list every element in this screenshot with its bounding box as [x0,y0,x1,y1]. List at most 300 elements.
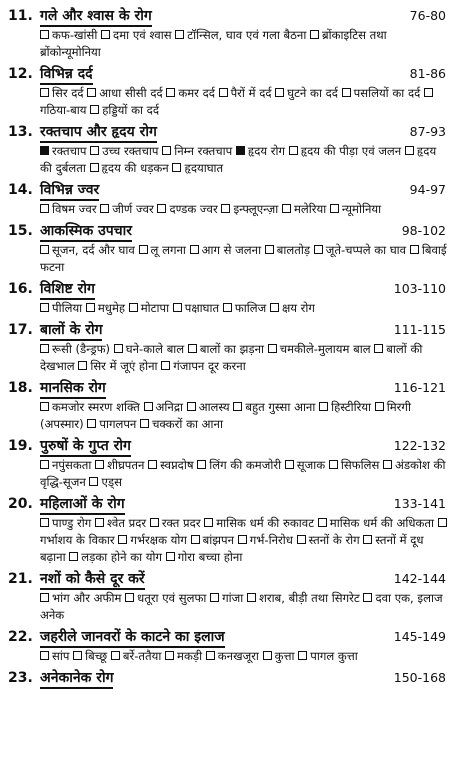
topic-label: चक्करों का आना [152,417,223,431]
chapter-title: नशों को कैसे दूर करें [40,569,145,590]
square-bullet-icon [40,245,49,254]
topic-label: स्तनों के रोग [308,533,360,547]
page-range: 98-102 [401,223,446,238]
square-bullet-icon [139,245,148,254]
topic-item [191,533,234,547]
toc-entry-header [8,64,452,85]
square-bullet-icon [410,245,419,254]
filled-square-bullet-icon [40,146,49,155]
page-range: 103-110 [393,281,446,296]
chapter-title: मानसिक रोग [40,378,106,399]
topic-item [330,202,381,216]
page-range: 122-132 [393,438,446,453]
chapter-title: पुरुषों के गुप्त रोग [40,436,131,457]
topic-item [140,417,223,431]
topic-item [298,649,358,663]
topic-item [318,516,434,530]
square-bullet-icon [69,552,78,561]
square-bullet-icon [285,460,294,469]
topic-item [95,458,144,472]
topic-list [8,515,452,566]
topic-item [40,144,87,158]
topic-label: गर्भाशय के विकार [40,533,115,547]
chapter-number: 20. [8,496,33,512]
topic-label: दवा एक, इलाज अनेक [40,591,443,622]
topic-label: सिर में जूएं होना [90,359,158,373]
toc-entry-heading [8,569,145,590]
toc-entry [8,320,452,375]
chapter-title: आकस्मिक उपचार [40,221,132,242]
topic-label: मासिक धर्म की रुकावट [216,516,315,530]
toc-entry-header [8,627,452,648]
square-bullet-icon [86,303,95,312]
toc-entry-heading [8,436,131,457]
topic-item [270,301,315,315]
topic-item [40,516,91,530]
topic-label: बालों का झड़ना [199,342,265,356]
square-bullet-icon [90,163,99,172]
page-range: 150-168 [393,670,446,685]
topic-item [314,243,406,257]
square-bullet-icon [40,518,49,527]
square-bullet-icon [40,593,49,602]
topic-item [297,533,360,547]
topic-item [233,400,315,414]
square-bullet-icon [310,30,319,39]
square-bullet-icon [342,88,351,97]
square-bullet-icon [191,535,200,544]
toc-entry-heading [8,64,93,85]
square-bullet-icon [383,460,392,469]
topic-item [89,475,121,489]
topic-item [206,649,259,663]
topic-label: सूजाक [296,458,326,472]
topic-label: लड़का होने का योग [81,550,163,564]
topic-label: उच्च रक्तचाप [102,144,159,158]
toc-entry [8,279,452,317]
topic-item [265,243,310,257]
square-bullet-icon [87,88,96,97]
topic-item [236,144,285,158]
topic-item [73,649,107,663]
topic-item [125,591,206,605]
square-bullet-icon [118,535,127,544]
topic-label: बालतोड़ [276,243,311,257]
topic-label: बर्रे-ततैया [122,649,162,663]
topic-label: हृदय रोग [247,144,286,158]
topic-label: इन्फ्लूएन्ज़ा [233,202,279,216]
square-bullet-icon [405,146,414,155]
square-bullet-icon [297,535,306,544]
toc-entry [8,668,452,689]
toc-entry [8,64,452,119]
topic-item [100,202,154,216]
chapter-number: 22. [8,629,33,645]
topic-item [188,342,264,356]
topic-label: पीलिया [52,301,83,315]
chapter-number: 16. [8,281,33,297]
topic-list [8,399,452,433]
topic-label: पागलपन [99,417,137,431]
topic-label: सिफलिस [340,458,380,472]
topic-label: कमर दर्द [178,86,215,100]
topic-label: लिंग की कमजोरी [209,458,282,472]
topic-item [219,86,272,100]
square-bullet-icon [221,204,230,213]
square-bullet-icon [438,518,447,527]
topic-label: सिर दर्द [52,86,84,100]
topic-label: रक्तचाप [52,144,87,158]
topic-item [139,243,186,257]
topic-list [8,300,452,317]
chapter-title: विशिष्ट रोग [40,279,95,300]
chapter-title: जहरीले जानवरों के काटने का इलाज [40,627,225,648]
toc-entry-header [8,6,452,27]
toc-entry [8,180,452,218]
chapter-number: 19. [8,438,33,454]
toc-entry-heading [8,279,95,300]
topic-item [86,301,125,315]
square-bullet-icon [270,303,279,312]
topic-list [8,242,452,276]
topic-label: स्तनों में दूध बढ़ाना [40,533,424,564]
topic-label: शीघ्रपतन [107,458,145,472]
toc-entry [8,627,452,665]
chapter-number: 18. [8,380,33,396]
topic-item [172,161,223,175]
toc-entry-heading [8,122,157,143]
topic-label: बिच्छू [85,649,108,663]
topic-label: आग से जलना [201,243,262,257]
square-bullet-icon [263,651,272,660]
square-bullet-icon [424,88,433,97]
toc-entry [8,494,452,566]
topic-item [268,342,371,356]
page-range: 145-149 [393,629,446,644]
topic-item [40,28,97,42]
square-bullet-icon [330,204,339,213]
topic-label: हृदयाघात [184,161,224,175]
square-bullet-icon [90,105,99,114]
chapter-number: 21. [8,571,33,587]
square-bullet-icon [40,651,49,660]
topic-item [78,359,157,373]
topic-label: लू लगना [150,243,186,257]
chapter-number: 17. [8,322,33,338]
topic-item [40,591,121,605]
topic-item [247,591,360,605]
square-bullet-icon [197,460,206,469]
square-bullet-icon [40,88,49,97]
topic-label: नपुंसकता [52,458,92,472]
topic-label: मलेरिया [293,202,327,216]
topic-label: क्षय रोग [281,301,315,315]
topic-label: धतूरा एवं सुलफा [137,591,207,605]
square-bullet-icon [173,303,182,312]
topic-label: हड्डियों का दर्द [102,103,159,117]
topic-label: मासिक धर्म की अधिकता [329,516,434,530]
topic-label: अंडकोश की वृद्धि-सूजन [40,458,446,489]
topic-label: निम्न रक्तचाप [174,144,233,158]
topic-label: आलस्य [198,400,230,414]
square-bullet-icon [73,651,82,660]
square-bullet-icon [40,204,49,213]
square-bullet-icon [289,146,298,155]
topic-item [129,301,169,315]
square-bullet-icon [265,245,274,254]
chapter-title: महिलाओं के रोग [40,494,125,515]
square-bullet-icon [89,477,98,486]
chapter-number: 14. [8,182,33,198]
topic-label: पसलियों का दर्द [353,86,421,100]
square-bullet-icon [319,402,328,411]
topic-item [40,202,97,216]
topic-label: श्वेत प्रदर [106,516,147,530]
toc-entry [8,378,452,433]
square-bullet-icon [148,460,157,469]
topic-label: पागल कुत्ता [310,649,358,663]
square-bullet-icon [363,535,372,544]
topic-item [95,516,146,530]
toc-entry-header [8,122,452,143]
topic-item [187,400,230,414]
topic-label: पाण्डु रोग [52,516,92,530]
topic-list [8,341,452,375]
toc-entry [8,6,452,61]
square-bullet-icon [206,651,215,660]
topic-list [8,201,452,218]
square-bullet-icon [90,146,99,155]
square-bullet-icon [95,460,104,469]
toc-entry-heading [8,180,99,201]
topic-item [148,458,193,472]
toc-entry-header [8,180,452,201]
toc-entry-header [8,320,452,341]
chapter-title: रक्तचाप और हृदय रोग [40,122,157,143]
square-bullet-icon [175,30,184,39]
topic-item [162,144,232,158]
square-bullet-icon [40,460,49,469]
topic-item [90,144,158,158]
topic-item [275,86,338,100]
square-bullet-icon [140,419,149,428]
topic-item [238,533,293,547]
square-bullet-icon [219,88,228,97]
topic-item [111,649,162,663]
topic-label: न्यूमोनिया [341,202,382,216]
chapter-number: 11. [8,8,33,24]
square-bullet-icon [247,593,256,602]
topic-label: गोरा बच्चा होना [177,550,243,564]
square-bullet-icon [78,361,87,370]
topic-label: जीर्ण ज्वर [112,202,154,216]
toc-entry-heading [8,627,225,648]
topic-label: दण्डक ज्वर [169,202,218,216]
square-bullet-icon [162,146,171,155]
topic-item [40,458,91,472]
square-bullet-icon [298,651,307,660]
topic-item [289,144,401,158]
topic-list [8,27,452,61]
topic-label: बांझपन [202,533,235,547]
square-bullet-icon [374,344,383,353]
chapter-title: बालों के रोग [40,320,102,341]
topic-label: बहुत गुस्सा आना [245,400,316,414]
square-bullet-icon [238,535,247,544]
square-bullet-icon [223,303,232,312]
topic-item [87,417,136,431]
square-bullet-icon [172,163,181,172]
topic-item [157,202,217,216]
toc-entry-header [8,494,452,515]
topic-item [40,301,82,315]
topic-item [282,202,326,216]
toc-entry-header [8,378,452,399]
square-bullet-icon [187,402,196,411]
topic-item [40,243,135,257]
toc-entry-heading [8,378,106,399]
square-bullet-icon [150,518,159,527]
topic-label: टॉन्सिल, घाव एवं गला बैठना [187,28,307,42]
topic-label: शराब, बीड़ी तथा सिगरेट [258,591,360,605]
topic-item [175,28,306,42]
square-bullet-icon [233,402,242,411]
topic-item [161,359,246,373]
topic-label: हृदय की धड़कन [101,161,169,175]
topic-item [118,533,187,547]
topic-item [166,86,215,100]
topic-list [8,143,452,177]
topic-item [329,458,379,472]
topic-label: अनिद्रा [155,400,183,414]
chapter-title: विभिन्न दर्द [40,64,93,85]
square-bullet-icon [268,344,277,353]
topic-item [190,243,262,257]
chapter-number: 12. [8,66,33,82]
toc-entry [8,122,452,177]
topic-label: आधा सीसी दर्द [99,86,163,100]
topic-label: बिवाई फटना [40,243,447,274]
page-range: 87-93 [409,124,446,139]
topic-item [40,342,110,356]
square-bullet-icon [40,402,49,411]
toc-entry-header [8,668,452,689]
chapter-title: विभिन्न ज्वर [40,180,99,201]
page-range: 94-97 [409,182,446,197]
square-bullet-icon [165,651,174,660]
toc-entry [8,569,452,624]
chapter-title: गले और श्वास के रोग [40,6,152,27]
toc-entry-header [8,436,452,457]
topic-label: स्वप्नदोष [160,458,194,472]
filled-square-bullet-icon [236,146,245,155]
topic-label: पक्षाघात [184,301,220,315]
toc-entry-heading [8,320,102,341]
square-bullet-icon [210,593,219,602]
topic-item [221,202,278,216]
toc-entry [8,221,452,276]
topic-label: दमा एवं श्वास [113,28,172,42]
topic-label: हृदय की दुर्बलता [40,144,437,175]
topic-label: भांग और अफीम [52,591,122,605]
toc-entry-heading [8,221,132,242]
topic-item [342,86,421,100]
topic-label: मोटापा [140,301,170,315]
topic-label: सांप [52,649,70,663]
topic-item [285,458,325,472]
topic-item [173,301,219,315]
topic-item [263,649,295,663]
topic-item [150,516,201,530]
topic-list [8,85,452,119]
chapter-number: 13. [8,124,33,140]
topic-list [8,648,452,665]
topic-label: फालिज [234,301,267,315]
topic-item [90,103,159,117]
page-range: 76-80 [409,8,446,23]
topic-label: सूजन, दर्द और घाव [52,243,135,257]
topic-item [40,400,140,414]
toc-entry-header [8,221,452,242]
toc-entry-heading [8,668,113,689]
topic-label: रूसी (डैन्ड्रफ) [52,342,111,356]
topic-item [210,591,243,605]
page-range: 133-141 [393,496,446,511]
page-range: 116-121 [393,380,446,395]
topic-item [223,301,266,315]
topic-item [204,516,314,530]
topic-label: मकड़ी [177,649,203,663]
topic-label: हृदय की पीड़ा एवं जलन [300,144,402,158]
topic-list [8,590,452,624]
square-bullet-icon [275,88,284,97]
toc-entry-header [8,279,452,300]
topic-label: गठिया-बाय [40,103,87,117]
square-bullet-icon [363,593,372,602]
topic-item [197,458,281,472]
topic-item [90,161,169,175]
topic-label: मिरगी (अपस्मार) [40,400,411,431]
topic-label: पैरों में दर्द [230,86,272,100]
square-bullet-icon [204,518,213,527]
topic-label: घने-काले बाल [125,342,185,356]
topic-item [166,550,243,564]
topic-label: गंजापन दूर करना [173,359,246,373]
topic-list [8,457,452,491]
topic-label: कफ-खांसी [52,28,98,42]
square-bullet-icon [314,245,323,254]
toc-entry-heading [8,494,125,515]
topic-label: गर्भ-निरोध [249,533,293,547]
square-bullet-icon [40,344,49,353]
topic-label: गर्भरक्षक योग [130,533,187,547]
toc-entry-heading [8,6,152,27]
topic-label: विषम ज्वर [52,202,97,216]
square-bullet-icon [166,552,175,561]
square-bullet-icon [318,518,327,527]
square-bullet-icon [161,361,170,370]
topic-label: घुटने का दर्द [287,86,338,100]
square-bullet-icon [114,344,123,353]
square-bullet-icon [329,460,338,469]
toc-entry-header [8,569,452,590]
topic-label: रक्त प्रदर [161,516,201,530]
topic-label: एड्स [101,475,122,489]
topic-label: हिस्टीरिया [331,400,372,414]
topic-item [101,28,172,42]
page-range: 111-115 [393,322,446,337]
square-bullet-icon [190,245,199,254]
